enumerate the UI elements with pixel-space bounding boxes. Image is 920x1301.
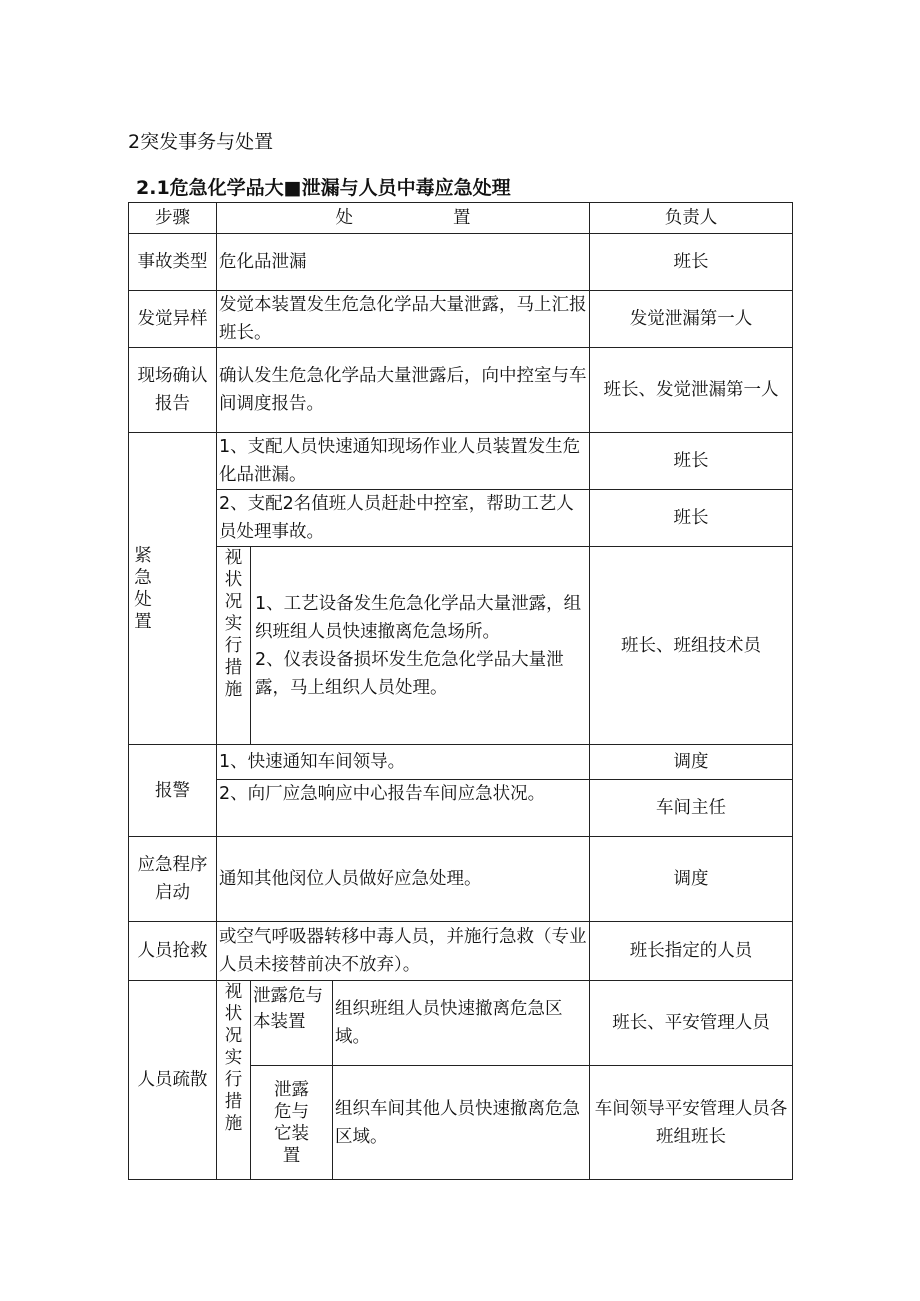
owner-cell: 班长、班组技术员 [590, 547, 793, 745]
subsection-heading: 2.1危急化学品大■泄漏与人员中毒应急处理 [136, 177, 511, 199]
owner-cell: 班长 [590, 234, 793, 291]
emergency-procedure-table [128, 202, 793, 1180]
step-cell-emergency: 紧急处置 [129, 433, 217, 745]
action-cell: 或空气呼吸器转移中毒人员，并施行急救（专业人员未接替前决不放弃）。 [217, 922, 590, 981]
action-cell: 1、快速通知车间领导。 [217, 745, 590, 780]
table-row [129, 922, 793, 981]
action-cell: 组织班组人员快速撤离危急区域。 [333, 981, 590, 1066]
owner-cell: 调度 [590, 745, 793, 780]
action-cell [251, 547, 590, 745]
sub-label-cell: 视状况实行措施 [217, 547, 251, 745]
step-cell: 人员疏散 [129, 981, 217, 1180]
step-cell: 现场确认报告 [129, 348, 217, 433]
sub-label-cell: 视状况实行措施 [217, 981, 251, 1180]
section-heading: 2突发事务与处置 [128, 131, 274, 153]
owner-cell: 班长、发觉泄漏第一人 [590, 348, 793, 433]
step-cell: 应急程序启动 [129, 837, 217, 922]
step-cell: 报警 [129, 745, 217, 837]
condition-cell: 泄露危与本装置 [251, 981, 333, 1066]
header-owner: 负责人 [590, 203, 793, 234]
owner-cell: 班长、平安管理人员 [590, 981, 793, 1066]
step-cell: 发觉异样 [129, 291, 217, 348]
action-cell: 2、向厂应急响应中心报告车间应急状况。 [217, 780, 590, 837]
action-cell: 组织车间其他人员快速撤离危急区域。 [333, 1066, 590, 1180]
header-action: 处置 [217, 203, 590, 234]
action-cell: 通知其他闵位人员做好应急处理。 [217, 837, 590, 922]
table-row [129, 547, 793, 745]
owner-cell: 班长 [590, 490, 793, 547]
action-cell: 1、支配人员快速通知现场作业人员装置发生危化品泄漏。 [217, 433, 590, 490]
table-row [129, 780, 793, 837]
table-row [129, 490, 793, 547]
table-row [129, 837, 793, 922]
owner-cell: 车间领导平安管理人员各班组班长 [590, 1066, 793, 1180]
action-item: 1、工艺设备发生危急化学品大量泄露，组织班组人员快速撤离危急场所。 [255, 593, 582, 642]
action-cell: 确认发生危急化学品大量泄露后，向中控室与车间调度报告。 [217, 348, 590, 433]
action-cell: 2、支配2名值班人员赶赴中控室，帮助工艺人员处理事故。 [217, 490, 590, 547]
header-step: 步骤 [129, 203, 217, 234]
step-cell: 人员抢救 [129, 922, 217, 981]
table-row [129, 234, 793, 291]
table-header-row [129, 203, 793, 234]
action-cell: 危化品泄漏 [217, 234, 590, 291]
table-row [129, 433, 793, 490]
owner-cell: 班长 [590, 433, 793, 490]
owner-cell: 发觉泄漏第一人 [590, 291, 793, 348]
owner-cell: 车间主任 [590, 780, 793, 837]
action-cell: 发觉本装置发生危急化学品大量泄露，马上汇报班长。 [217, 291, 590, 348]
table-row [129, 348, 793, 433]
step-cell: 事故类型 [129, 234, 217, 291]
action-item: 2、仪表设备损坏发生危急化学品大量泄露，马上组织人员处理。 [255, 649, 564, 698]
table-row [129, 981, 793, 1066]
table-row [129, 745, 793, 780]
owner-cell: 班长指定的人员 [590, 922, 793, 981]
condition-cell: 泄露危与它装置 [251, 1066, 333, 1180]
table-row [129, 291, 793, 348]
owner-cell: 调度 [590, 837, 793, 922]
